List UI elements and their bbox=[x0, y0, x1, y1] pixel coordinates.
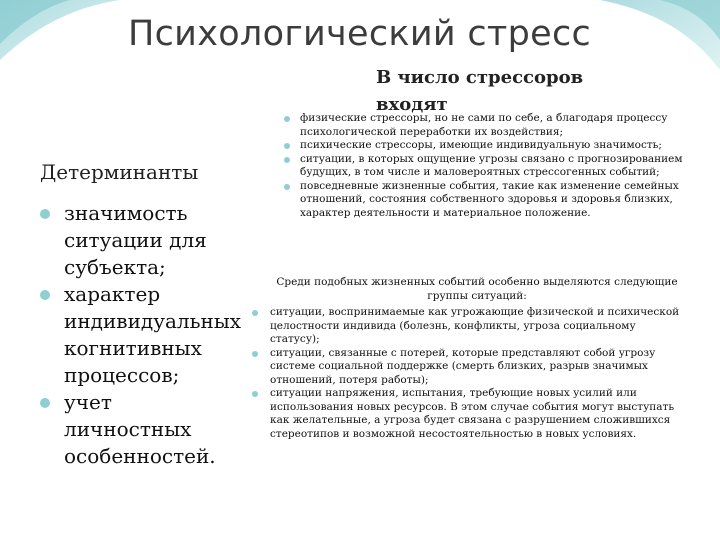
list-item bbox=[252, 347, 688, 388]
list-item bbox=[284, 180, 684, 221]
list-item bbox=[284, 112, 684, 139]
groups-intro: Среди подобных жизненных событий особенно выделяются следующие группы ситуаций: bbox=[276, 276, 678, 302]
slide-title: Психологический стресс bbox=[128, 14, 592, 54]
list-item bbox=[284, 153, 684, 180]
list-item bbox=[38, 389, 243, 470]
bullet-icon bbox=[252, 351, 258, 357]
list-item-text: учет личностных особенностей. bbox=[64, 390, 216, 468]
list-item bbox=[284, 139, 684, 153]
bullet-icon bbox=[40, 290, 50, 300]
list-item bbox=[38, 281, 243, 389]
bullet-icon bbox=[40, 398, 50, 408]
list-item-text: психические стрессоры, имеющие индивидуальную значимость; bbox=[300, 139, 662, 151]
situation-groups-list bbox=[252, 306, 688, 441]
list-item-text: характер индивидуальных когнитивных процессов; bbox=[64, 282, 242, 387]
bullet-icon bbox=[252, 310, 258, 316]
list-item-text: ситуации, в которых ощущение угрозы связано с прогнозированием будущих, в том числе и маловероятных стрессогенных событий; bbox=[300, 152, 683, 178]
list-item-text: физические стрессоры, но не сами по себе, а благодаря процессу психологической переработки их воздействия; bbox=[300, 112, 668, 138]
bullet-icon bbox=[252, 391, 258, 397]
bullet-icon bbox=[284, 184, 290, 190]
list-item bbox=[252, 387, 688, 441]
bullet-icon bbox=[40, 209, 50, 219]
list-item-text: повседневные жизненные события, такие как изменение семейных отношений, состояния собственного здоровья и здоровья близких, характер деятельности и материальное положение. bbox=[300, 179, 679, 219]
determinants-list bbox=[38, 200, 243, 470]
determinants-heading: Детерминанты bbox=[40, 160, 199, 184]
list-item-text: ситуации, воспринимаемые как угрожающие физической и психической целостности индивида (болезнь, конфликты, угроза социальному статусу); bbox=[270, 306, 680, 345]
list-item-text: значимость ситуации для субъекта; bbox=[64, 201, 207, 279]
list-item bbox=[252, 306, 688, 347]
list-item-text: ситуации, связанные с потерей, которые представляют собой угрозу системе социальной поддержке (смерть близких, разрыв значимых отношений, потеря работы); bbox=[270, 346, 656, 386]
bullet-icon bbox=[284, 143, 290, 149]
list-item-text: ситуации напряжения, испытания, требующие новых усилий или использования новых ресурсов. В этом случае события могут выступать как желательные, а угроза будет связана с разрушением сложившихся стереотипов и возможной несостоятельностью в новых условиях. bbox=[270, 387, 675, 440]
list-item bbox=[38, 200, 243, 281]
stressors-heading: В число стрессоров входят bbox=[376, 67, 584, 115]
stressors-list bbox=[284, 112, 684, 220]
bullet-icon bbox=[284, 116, 290, 122]
bullet-icon bbox=[284, 157, 290, 163]
